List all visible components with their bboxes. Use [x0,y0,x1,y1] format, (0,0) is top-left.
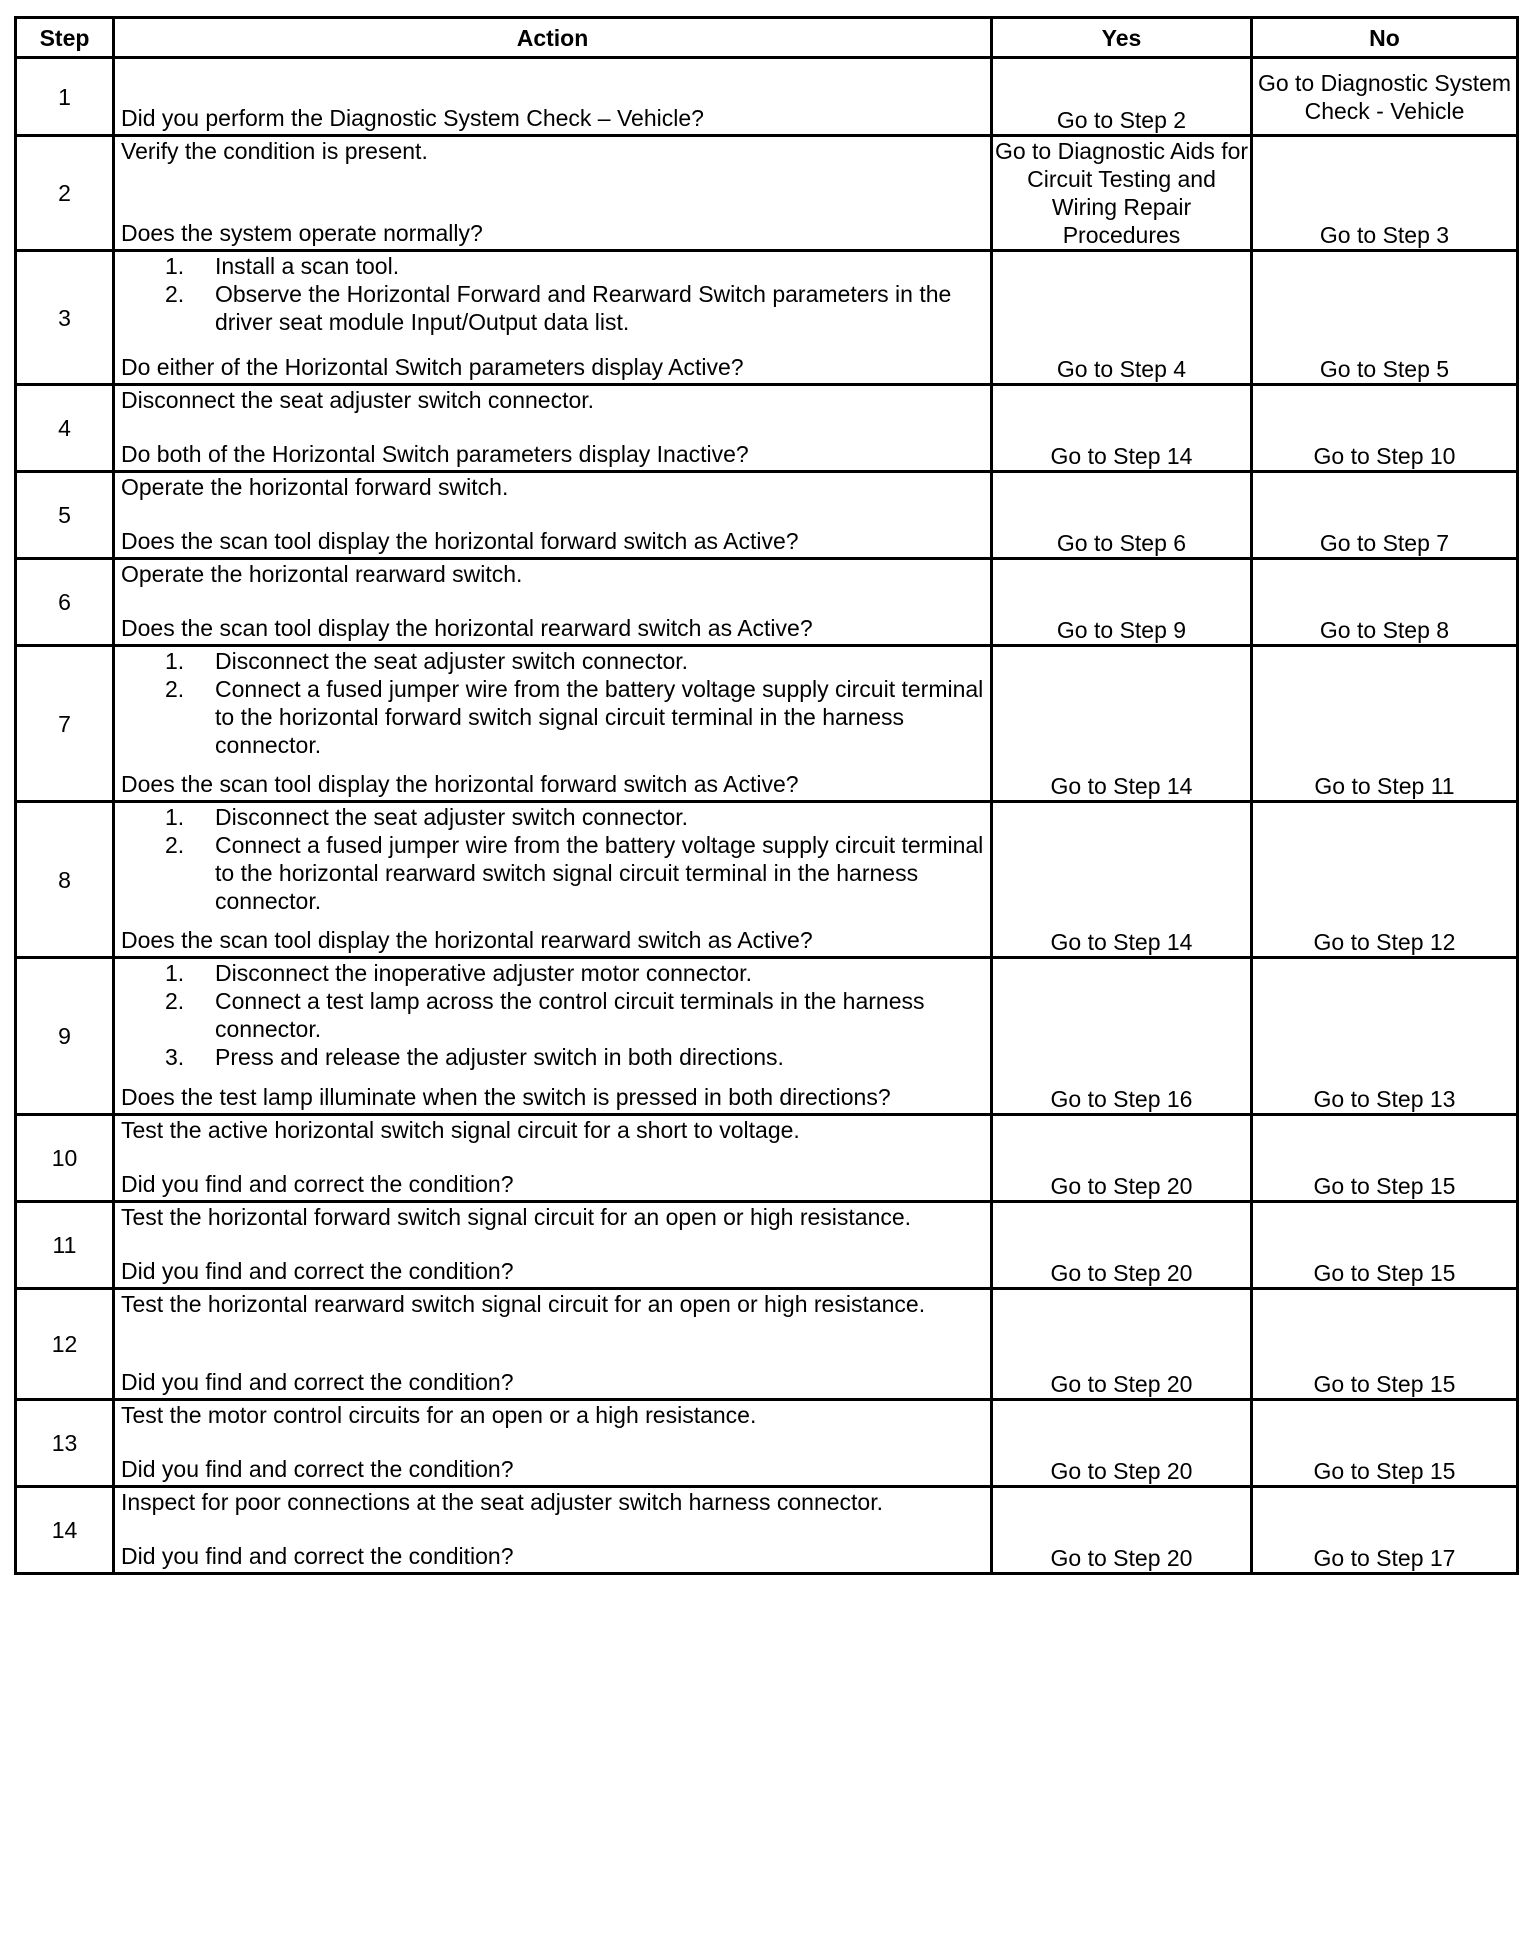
no-result: Go to Step 15 [1252,1115,1518,1202]
step-number: 13 [16,1400,114,1487]
yes-result: Go to Step 20 [992,1400,1252,1487]
yes-result: Go to Diagnostic Aids for Circuit Testing and Wiring Repair Procedures [992,136,1252,251]
header-step: Step [16,18,114,58]
table-row [16,251,1518,385]
header-yes: Yes [992,18,1252,58]
no-result: Go to Step 15 [1252,1289,1518,1400]
action-text: Test the horizontal forward switch signal circuit for an open or high resistance. [121,1204,912,1230]
step-number: 8 [16,802,114,958]
yes-result: Go to Step 14 [992,385,1252,472]
action-content [115,560,990,644]
action-question: Does the test lamp illuminate when the switch is pressed in both directions? [121,1084,891,1110]
action-cell [114,136,992,251]
action-text: Test the horizontal rearward switch signal circuit for an open or high resistance. [121,1291,926,1317]
table-row [16,1115,1518,1202]
action-text: Disconnect the seat adjuster switch connector. [121,387,595,413]
action-cell [114,58,992,136]
action-content [115,1203,990,1287]
header-row [16,18,1518,58]
header-no: No [1252,18,1518,58]
action-question: Does the scan tool display the horizontal forward switch as Active? [121,528,799,554]
action-cell [114,1115,992,1202]
action-content [115,473,990,557]
action-cell [114,251,992,385]
list-item [165,959,984,987]
table-row [16,385,1518,472]
list-item-number: 2. [165,832,185,858]
step-number: 4 [16,385,114,472]
step-number: 2 [16,136,114,251]
action-instructions [121,1401,984,1429]
action-question: Did you find and correct the condition? [121,1369,514,1395]
list-item-number: 2. [165,281,185,307]
action-question: Did you perform the Diagnostic System Check – Vehicle? [121,105,704,131]
list-item-number: 1. [165,253,185,279]
action-cell [114,559,992,646]
action-cell [114,646,992,802]
action-cell [114,802,992,958]
action-question: Does the scan tool display the horizontal forward switch as Active? [121,771,799,797]
no-result: Go to Step 13 [1252,958,1518,1115]
no-result: Go to Step 8 [1252,559,1518,646]
action-instructions [121,1116,984,1144]
yes-result: Go to Step 16 [992,958,1252,1115]
action-cell [114,1400,992,1487]
action-question: Does the scan tool display the horizontal rearward switch as Active? [121,927,813,953]
table-row [16,646,1518,802]
no-result: Go to Step 15 [1252,1202,1518,1289]
action-question: Did you find and correct the condition? [121,1171,514,1197]
action-instructions [121,647,984,759]
action-content [115,252,990,383]
diagnostic-table [14,16,1519,1575]
yes-result: Go to Step 2 [992,58,1252,136]
action-instructions [121,473,984,501]
action-instructions [121,1203,984,1231]
action-question: Did you find and correct the condition? [121,1456,514,1482]
list-item-text: Disconnect the inoperative adjuster motor connector. [215,960,752,986]
action-question: Do both of the Horizontal Switch parameters display Inactive? [121,441,749,467]
action-text: Inspect for poor connections at the seat adjuster switch harness connector. [121,1489,883,1515]
step-number: 10 [16,1115,114,1202]
action-text: Verify the condition is present. [121,138,428,164]
action-question: Does the system operate normally? [121,220,483,246]
list-item-text: Disconnect the seat adjuster switch connector. [215,648,689,674]
list-item-text: Press and release the adjuster switch in both directions. [215,1044,784,1070]
action-cell [114,958,992,1115]
action-content [115,647,990,800]
action-instructions [121,1290,984,1318]
step-number: 11 [16,1202,114,1289]
table-row [16,1400,1518,1487]
action-question: Do either of the Horizontal Switch parameters display Active? [121,354,744,380]
no-result: Go to Step 15 [1252,1400,1518,1487]
step-number: 14 [16,1487,114,1574]
list-item-text: Disconnect the seat adjuster switch connector. [215,804,689,830]
list-item [165,647,984,675]
table-row [16,472,1518,559]
list-item-number: 2. [165,676,185,702]
table-row [16,802,1518,958]
yes-result: Go to Step 9 [992,559,1252,646]
table-row [16,1289,1518,1400]
yes-result: Go to Step 6 [992,472,1252,559]
step-number: 3 [16,251,114,385]
yes-result: Go to Step 20 [992,1202,1252,1289]
list-item [165,675,984,759]
list-item [165,987,984,1043]
table-body [16,58,1518,1574]
instruction-list [121,959,984,1071]
table-row [16,958,1518,1115]
step-number: 12 [16,1289,114,1400]
no-result: Go to Step 3 [1252,136,1518,251]
action-instructions [121,137,984,165]
no-result: Go to Step 17 [1252,1487,1518,1574]
table-row [16,58,1518,136]
yes-result: Go to Step 14 [992,646,1252,802]
no-result: Go to Step 10 [1252,385,1518,472]
action-content [115,803,990,956]
no-result: Go to Step 11 [1252,646,1518,802]
action-question: Did you find and correct the condition? [121,1258,514,1284]
step-number: 7 [16,646,114,802]
list-item-number: 3. [165,1044,185,1070]
list-item-text: Connect a fused jumper wire from the battery voltage supply circuit terminal to the horizontal forward switch signal circuit terminal in the harness connector. [215,676,984,758]
list-item-number: 2. [165,988,185,1014]
action-content [115,1401,990,1485]
action-cell [114,472,992,559]
action-text: Operate the horizontal forward switch. [121,474,509,500]
yes-result: Go to Step 4 [992,251,1252,385]
list-item-text: Observe the Horizontal Forward and Rearward Switch parameters in the driver seat module Input/Output data list. [215,281,952,335]
list-item [165,803,984,831]
action-instructions [121,560,984,588]
action-text: Test the active horizontal switch signal circuit for a short to voltage. [121,1117,800,1143]
action-question: Does the scan tool display the horizontal rearward switch as Active? [121,615,813,641]
list-item-number: 1. [165,648,185,674]
table-row [16,1487,1518,1574]
no-result: Go to Step 7 [1252,472,1518,559]
action-question: Did you find and correct the condition? [121,1543,514,1569]
step-number: 5 [16,472,114,559]
action-content [115,1116,990,1200]
action-instructions [121,386,984,414]
action-text: Test the motor control circuits for an open or a high resistance. [121,1402,757,1428]
list-item-text: Connect a fused jumper wire from the battery voltage supply circuit terminal to the horizontal rearward switch signal circuit terminal in the harness connector. [215,832,984,914]
action-cell [114,1289,992,1400]
action-instructions [121,1488,984,1516]
step-number: 9 [16,958,114,1115]
step-number: 6 [16,559,114,646]
list-item [165,252,984,280]
action-cell [114,385,992,472]
yes-result: Go to Step 20 [992,1487,1252,1574]
step-number: 1 [16,58,114,136]
instruction-list [121,803,984,915]
yes-result: Go to Step 20 [992,1115,1252,1202]
instruction-list [121,647,984,759]
action-content [115,59,990,134]
list-item-text: Connect a test lamp across the control circuit terminals in the harness connector. [215,988,925,1042]
action-text: Operate the horizontal rearward switch. [121,561,523,587]
instruction-list [121,252,984,336]
action-content [115,1488,990,1572]
header-action: Action [114,18,992,58]
action-cell [114,1202,992,1289]
list-item-text: Install a scan tool. [215,253,400,279]
action-content [115,137,990,249]
yes-result: Go to Step 14 [992,802,1252,958]
no-result: Go to Step 5 [1252,251,1518,385]
list-item [165,831,984,915]
action-cell [114,1487,992,1574]
action-content [115,959,990,1113]
no-result: Go to Diagnostic System Check - Vehicle [1252,58,1518,136]
list-item-number: 1. [165,960,185,986]
action-content [115,386,990,470]
yes-result: Go to Step 20 [992,1289,1252,1400]
action-instructions [121,252,984,336]
no-result: Go to Step 12 [1252,802,1518,958]
action-instructions [121,803,984,915]
table-row [16,136,1518,251]
table-row [16,559,1518,646]
list-item [165,280,984,336]
action-content [115,1290,990,1398]
list-item-number: 1. [165,804,185,830]
action-instructions [121,959,984,1071]
table-row [16,1202,1518,1289]
list-item [165,1043,984,1071]
